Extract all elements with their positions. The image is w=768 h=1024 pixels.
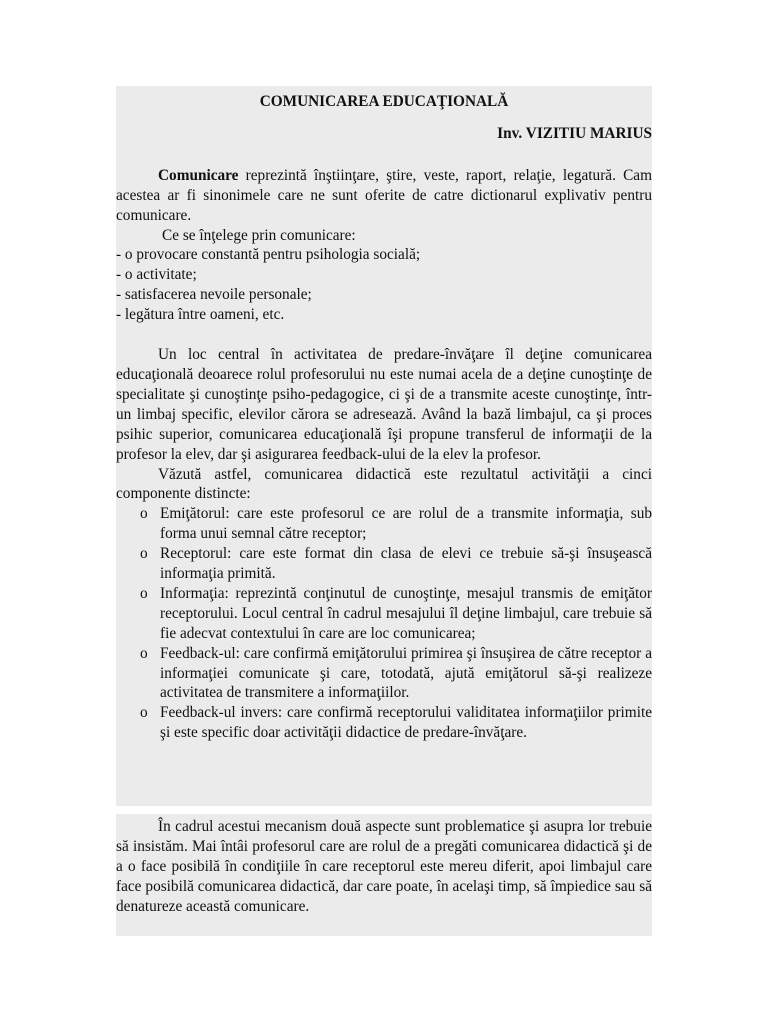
component-item	[116, 544, 652, 584]
meaning-item: - legătura între oameni, etc.	[116, 306, 285, 324]
paragraph-components-intro: Văzută astfel, comunicarea didactică este rezultatul activităţii a cinci componente distincte:	[116, 465, 652, 503]
components-list	[116, 504, 652, 743]
meanings-list	[116, 245, 652, 325]
document-author: Inv. VIZITIU MARIUS	[497, 124, 652, 142]
document-closing-block	[116, 814, 652, 936]
component-item	[116, 584, 652, 644]
bullet-circle-icon: o	[140, 545, 148, 563]
component-text: Receptorul: care este format din clasa de elevi ce trebuie să-şi însuşească informaţia primită.	[160, 545, 652, 583]
bullet-circle-icon: o	[140, 644, 148, 662]
document-main-block	[116, 86, 652, 806]
bullet-circle-icon: o	[140, 505, 148, 523]
paragraph-mechanism: În cadrul acestui mecanism două aspecte sunt problematice şi asupra lor trebuie să insistăm. Mai întâi profesorul care are rolul de a pregăti comunicarea didactică şi de a o face posibilă în condiţiile în care receptorul este mereu diferit, apoi limbajul care face posibilă comunicarea didactică, dar care poate, în acelaşi timp, să împiedice sau să denatureze această comunicare.	[116, 818, 652, 915]
meaning-item: - o provocare constantă pentru psihologia socială;	[116, 246, 421, 264]
document-title: COMUNICAREA EDUCAŢIONALĂ	[259, 93, 509, 110]
bullet-circle-icon: o	[140, 584, 148, 602]
intro-term: Comunicare	[158, 166, 239, 184]
meaning-item: - o activitate;	[116, 266, 197, 284]
component-item	[116, 504, 652, 544]
component-item	[116, 644, 652, 704]
component-text: Emiţătorul: care este profesorul ce are rolul de a transmite informaţia, sub forma unui semnal către receptor;	[160, 505, 652, 543]
component-text: Informaţia: reprezintă conţinutul de cunoştinţe, mesajul transmis de emiţător receptorului. Locul central în cadrul mesajului îl deţine limbajul, care trebuie să fie adecvat contextului în care are loc comunicarea;	[160, 584, 652, 642]
paragraph-central-role: Un loc central în activitatea de predare-învăţare îl deţine comunicarea educaţională deoarece rolul profesorului nu este numai acela de a deţine cunoştinţe de specialitate şi cunoştinţe psiho-pedagogice, ci şi de a transmite aceste cunoştinţe, într-un limbaj specific, elevilor cărora se adresează. Având la bază limbajul, ca şi proces psihic superior, comunicarea educaţională îşi propune transferul de informaţii de la profesor la elev, dar şi asigurarea feedback-ului de la elev la profesor.	[116, 346, 652, 463]
intro-text: reprezintă înştiinţare, ştire, veste, raport, relaţie, legatură. Cam acestea ar fi sinonimele care ne sunt oferite de catre dictionarul explivativ pentru comunicare.	[116, 166, 652, 224]
component-text: Feedback-ul: care confirmă emiţătorului primirea şi însuşirea de către receptor a informaţiei comunicate şi care, totodată, ajută emiţătorul să-şi realizeze activitatea de transmitere a informaţiilor.	[160, 644, 652, 702]
meaning-item: - satisfacerea nevoile personale;	[116, 286, 312, 304]
component-item	[116, 703, 652, 743]
question-line: Ce se înţelege prin comunicare:	[162, 226, 356, 244]
bullet-circle-icon: o	[140, 704, 148, 722]
component-text: Feedback-ul invers: care confirmă receptorului validitatea informaţiilor primite şi este specific doar activităţii didactice de predare-învăţare.	[160, 704, 652, 742]
intro-paragraph	[116, 166, 652, 226]
paragraph-gap	[116, 325, 652, 345]
